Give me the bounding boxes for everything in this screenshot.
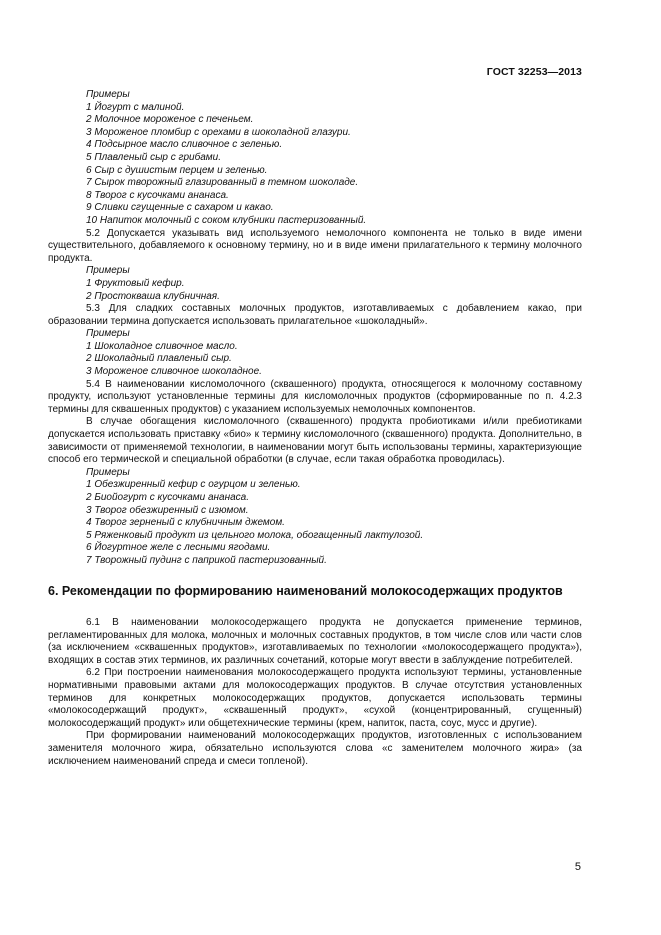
example-item: 6 Йогуртное желе с лесными ягодами. [86, 542, 271, 554]
examples-block-4 [48, 467, 582, 568]
example-item: 1 Шоколадное сливочное масло. [86, 340, 238, 352]
examples-label: Примеры [86, 265, 130, 277]
example-item: 2 Шоколадный плавленый сыр. [86, 353, 232, 365]
paragraph-6-2-continued: При формировании наименований молокосодержащих продуктов, изготовленных с использованием заменителя молочного жира, обязательно используются слова «с заменителем молочного жира» (за исключением наименований спреда и смеси топленой). [48, 730, 582, 767]
example-item: 3 Творог обезжиренный с изюмом. [86, 504, 249, 516]
section-6-heading: 6. Рекомендации по формированию наименований молокосодержащих продуктов [48, 583, 563, 598]
example-item: 3 Мороженое пломбир с орехами в шоколадной глазури. [86, 126, 351, 138]
example-item: 9 Сливки сгущенные с сахаром и какао. [86, 202, 274, 214]
examples-block-2 [48, 265, 582, 303]
example-item: 2 Простокваша клубничная. [86, 290, 220, 302]
example-item: 7 Творожный пудинг с паприкой пастеризованный. [86, 554, 327, 566]
examples-label: Примеры [86, 466, 130, 478]
paragraph-5-4-continued: В случае обогащения кисломолочного (сквашенного) продукта пробиотиками и/или пребиотиками допускается использовать приставку «био» к термину кисломолочного (сквашенного) продукта. Дополнительно, в зависимости от применяемой технологии, в наименовании могут быть использованы термины, характеризующие способ его термической и специальной обработки (в случае, если такая обработка проводилась). [48, 416, 582, 466]
paragraph-5-2: 5.2 Допускается указывать вид используемого немолочного компонента не только в виде имени существительного, добавляемого к основному термину, но и в виде имени прилагательного к термину молочного продукта. [48, 227, 582, 264]
example-item: 2 Молочное мороженое с печеньем. [86, 114, 254, 126]
page-number: 5 [574, 861, 581, 873]
example-item: 8 Творог с кусочками ананаса. [86, 189, 229, 201]
example-item: 1 Йогурт с малиной. [86, 101, 185, 113]
example-item: 2 Биойогурт с кусочками ананаса. [86, 492, 249, 503]
examples-block-3 [48, 328, 582, 378]
examples-label: Примеры [86, 89, 130, 100]
paragraph-6-2: 6.2 При построении наименования молокосодержащего продукта используют термины, установленные нормативными правовыми актами для молокосодержащих продуктов. В случае отсутствия установленных терминов для конкретных молокосодержащих продуктов, допускается использовать термины «молокосодержащий продукт», «сквашенный продукт», «сухой (концентрированный, сгущенный) молокосодержащий продукт» или общетехнические термины (крем, напиток, паста, соус, мусс и другие). [48, 667, 582, 729]
example-item: 10 Напиток молочный с соком клубники пастеризованный. [86, 214, 367, 226]
example-item: 4 Подсырное масло сливочное с зеленью. [86, 139, 283, 151]
example-item: 4 Творог зерненый с клубничным джемом. [86, 517, 285, 529]
example-item: 7 Сырок творожный глазированный в темном шоколаде. [86, 177, 359, 189]
examples-block-1 [48, 89, 582, 228]
page-header-standard-number: ГОСТ 32253—2013 [486, 66, 582, 78]
example-item: 3 Мороженое сливочное шоколадное. [86, 366, 262, 378]
example-item: 5 Ряженковый продукт из цельного молока, обогащенный лактулозой. [86, 529, 424, 541]
paragraph-5-3: 5.3 Для сладких составных молочных продуктов, изготавливаемых с добавлением какао, при образовании термина допускается использовать прилагательное «шоколадный». [48, 303, 582, 327]
example-item: 1 Обезжиренный кефир с огурцом и зеленью. [86, 479, 301, 491]
paragraph-6-1: 6.1 В наименовании молокосодержащего продукта не допускается применение терминов, регламентированных для молока, молочных и молочных составных продуктов, в том числе слов или части слов (за исключением «сквашенных продуктов», изготавливаемых по технологии «молокосодержащего продукта»), входящих в состав этих терминов, их различных сочетаний, которые могут ввести в заблуждение потребителей. [48, 617, 582, 666]
paragraph-5-4: 5.4 В наименовании кисломолочного (сквашенного) продукта, относящегося к молочному составному продукту, используют установленные термины для кисломолочных продуктов (сформированные по п. 4.2.3 термины для сквашенных продуктов) с указанием используемых немолочных компонентов. [48, 378, 582, 415]
page-content [48, 89, 582, 768]
example-item: 5 Плавленый сыр с грибами. [86, 151, 221, 163]
examples-label: Примеры [86, 328, 130, 340]
example-item: 1 Фруктовый кефир. [86, 277, 185, 289]
example-item: 6 Сыр с душистым перцем и зеленью. [86, 164, 268, 176]
